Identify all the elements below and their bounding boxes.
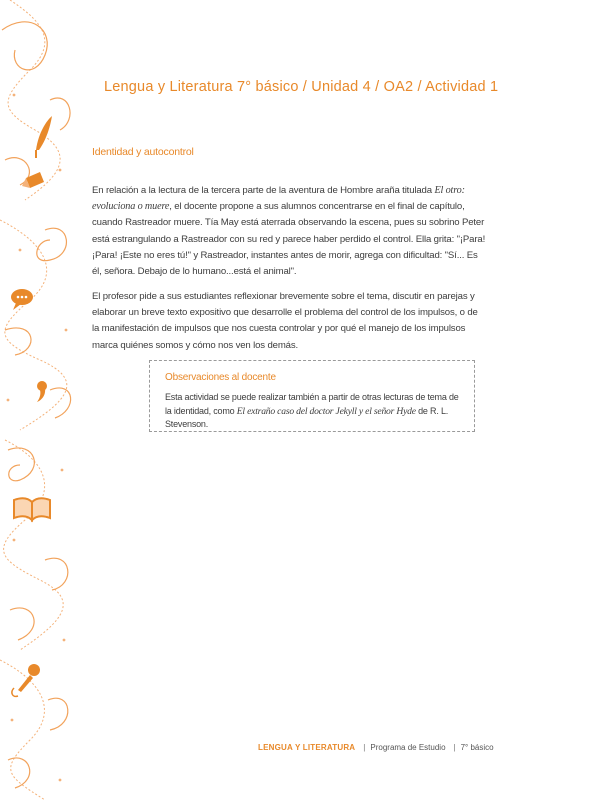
body-paragraph-2: El profesor pide a sus estudiantes reflexionar brevemente sobre el tema, discutir en parejas y elaborar un breve texto expositivo que desarrolle el problema del control de los impulsos, o de la manifestación de impulsos que nos cuesta controlar y por qué el manejo de los impulsos marca quiénes somos y cómo nos ven los demás.	[92, 291, 478, 351]
page-title: Lengua y Literatura 7° básico / Unidad 4 / OA2 / Actividad 1	[104, 79, 499, 95]
body-paragraph-1: En relación a la lectura de la tercera parte de la aventura de Hombre araña titulada El otro: evoluciona o muere, el docente propone a sus alumnos concentrarse en el final de capítulo, cuando Rastreador muere. Tía May está aterrada observando la escena, pues su sobrino Peter está estrangulando a Rastreador con su red y parece haber perdido el control. Ella grita: "¡Para! ¡Para! ¡Este no eres tú!" y Rastreador, instantes antes de morir, agrega con dificultad: "Sí... Es él, señora. Debajo de lo humano...está el animal".	[92, 185, 486, 278]
open-book-icon	[14, 498, 50, 520]
teacher-notes-box	[149, 360, 475, 432]
teacher-notes-heading: Observaciones al docente	[165, 372, 276, 383]
footer-grade: 7° básico	[460, 743, 494, 752]
microphone-icon	[12, 664, 40, 696]
pencil-icon	[22, 172, 44, 188]
quill-icon	[35, 116, 52, 158]
book-title: El extraño caso del doctor Jekyll y el señor Hyde	[236, 405, 416, 417]
footer-subject: LENGUA Y LITERATURA	[258, 743, 356, 752]
comic-title: El otro: evoluciona o muere	[92, 185, 465, 213]
section-heading: Identidad y autocontrol	[92, 146, 194, 158]
comma-icon	[37, 381, 47, 402]
decorative-margin	[0, 0, 80, 800]
footer-program: Programa de Estudio	[370, 743, 446, 752]
page-footer: LENGUA Y LITERATURA | Programa de Estudio | 7° básico	[258, 743, 494, 752]
teacher-notes-text: Esta actividad se puede realizar también a partir de otras lecturas de tema de la identidad, como El extraño caso del doctor Jekyll y el señor Hyde de R. L. Stevenson.	[165, 392, 459, 429]
